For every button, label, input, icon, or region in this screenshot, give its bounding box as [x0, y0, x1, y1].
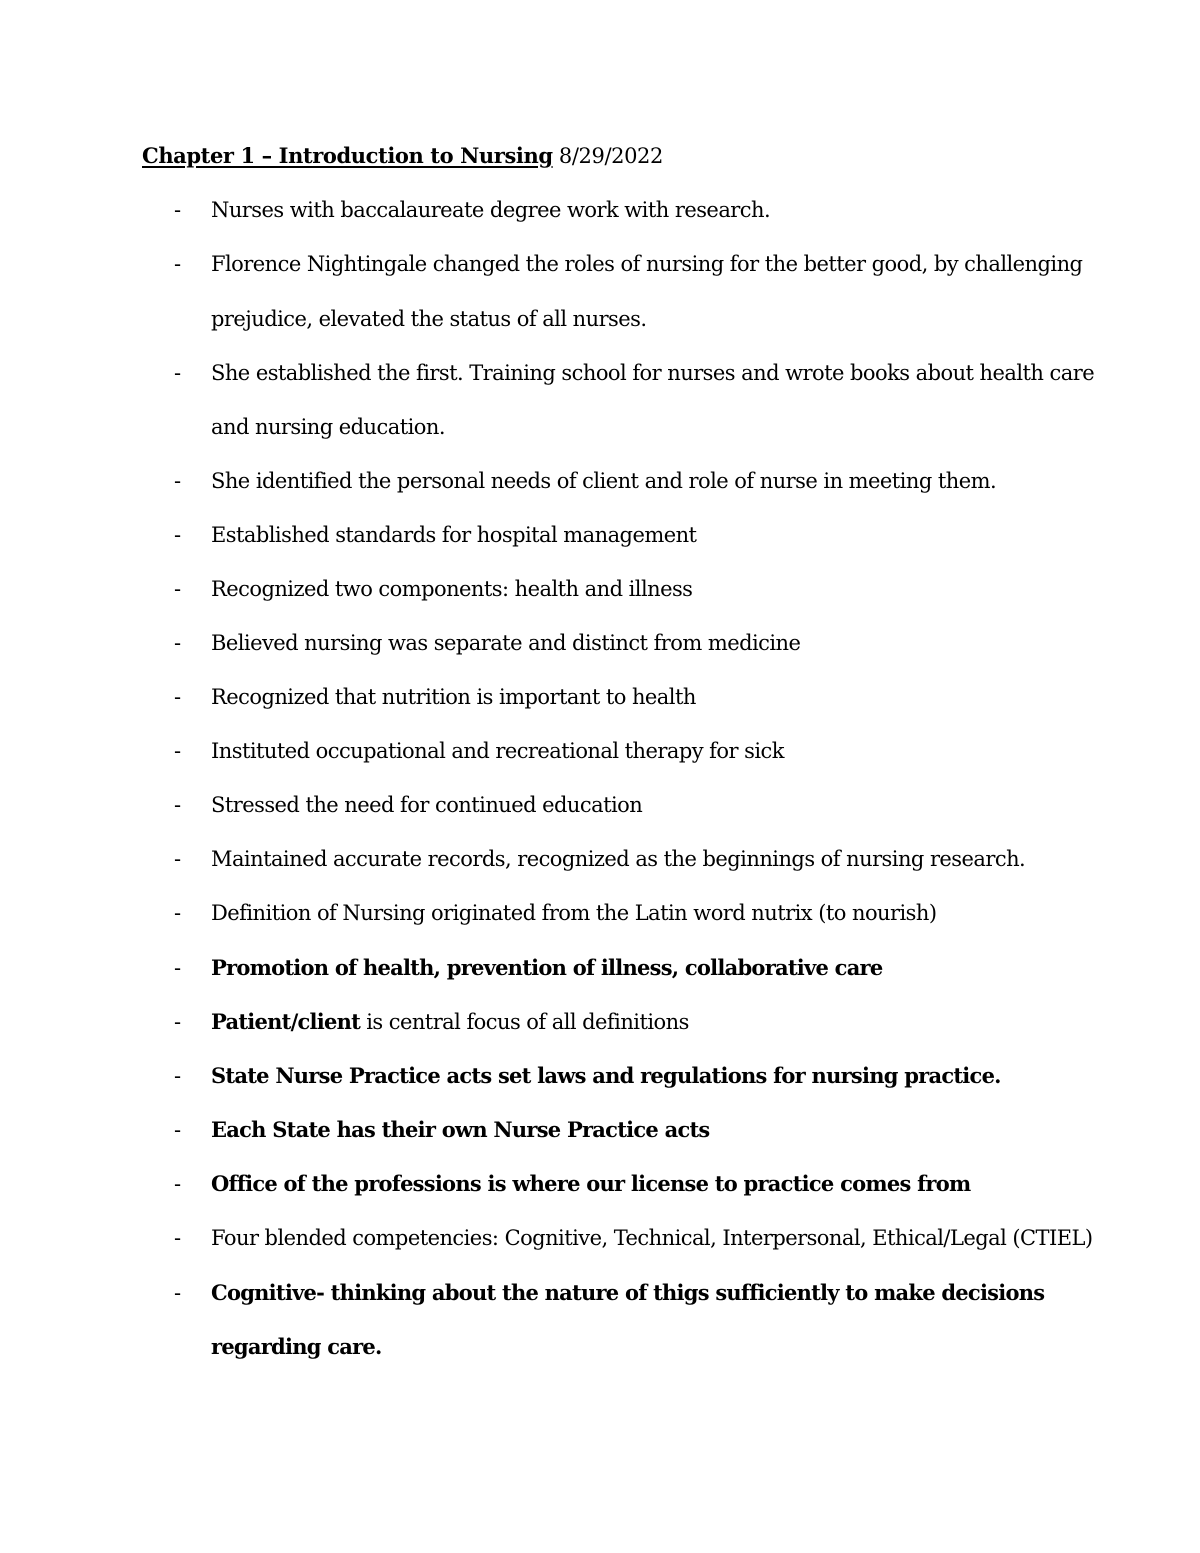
- list-item-text: and nursing education.: [211, 415, 445, 439]
- list-item-text: Four blended competencies: Cognitive, Technical, Interpersonal, Ethical/Legal (CTIEL): [211, 1226, 1093, 1250]
- list-item-text: Nurses with baccalaureate degree work with research.: [211, 198, 771, 222]
- list-item-text: Each State has their own Nurse Practice acts: [211, 1117, 710, 1142]
- list-item-text: prejudice, elevated the status of all nurses.: [211, 307, 647, 331]
- bullet-dash: -: [174, 1281, 181, 1305]
- list-item-text: Office of the professions is where our license to practice comes from: [211, 1171, 971, 1196]
- bullet-dash: -: [174, 198, 181, 222]
- bullet-dash: -: [174, 1064, 181, 1088]
- bullet-dash: -: [174, 469, 181, 493]
- bullet-dash: -: [174, 956, 181, 980]
- list-item-regular-text: is central focus of all definitions: [360, 1010, 689, 1034]
- bullet-dash: -: [174, 361, 181, 385]
- bullet-dash: -: [174, 523, 181, 547]
- list-item-text: State Nurse Practice acts set laws and regulations for nursing practice.: [211, 1063, 1001, 1088]
- list-item-text: Promotion of health, prevention of illness, collaborative care: [211, 955, 883, 980]
- list-item-text: [211, 1007, 689, 1037]
- bullet-dash: -: [174, 685, 181, 709]
- bullet-dash: -: [174, 577, 181, 601]
- list-item-bold-text: Patient/client: [211, 1009, 361, 1034]
- bullet-dash: -: [174, 901, 181, 925]
- bullet-dash: -: [174, 847, 181, 871]
- list-item-text: Cognitive- thinking about the nature of thigs sufficiently to make decisions: [211, 1280, 1045, 1305]
- bullet-dash: -: [174, 1172, 181, 1196]
- bullet-dash: -: [174, 252, 181, 276]
- list-item-text: Instituted occupational and recreational therapy for sick: [211, 739, 784, 763]
- list-item-text: Definition of Nursing originated from the Latin word nutrix (to nourish): [211, 901, 937, 925]
- list-item-text: She established the first. Training school for nurses and wrote books about health care: [211, 361, 1095, 385]
- list-item-text: Recognized that nutrition is important to health: [211, 685, 696, 709]
- bullet-dash: -: [174, 739, 181, 763]
- bullet-dash: -: [174, 793, 181, 817]
- list-item-text: Established standards for hospital management: [211, 523, 697, 547]
- list-item-text: Recognized two components: health and illness: [211, 577, 693, 601]
- list-item-text: Florence Nightingale changed the roles of nursing for the better good, by challenging: [211, 252, 1083, 276]
- list-item-text: She identified the personal needs of client and role of nurse in meeting them.: [211, 469, 997, 493]
- bullet-dash: -: [174, 1226, 181, 1250]
- bullet-dash: -: [174, 1118, 181, 1142]
- chapter-title: Chapter 1 – Introduction to Nursing: [142, 143, 553, 168]
- bullet-dash: -: [174, 1010, 181, 1034]
- list-item-text: Believed nursing was separate and distinct from medicine: [211, 631, 801, 655]
- list-item-text: Maintained accurate records, recognized as the beginnings of nursing research.: [211, 847, 1026, 871]
- bullet-dash: -: [174, 631, 181, 655]
- list-item-text: Stressed the need for continued education: [211, 793, 643, 817]
- list-item-text: regarding care.: [211, 1334, 382, 1359]
- chapter-date: 8/29/2022: [552, 144, 663, 168]
